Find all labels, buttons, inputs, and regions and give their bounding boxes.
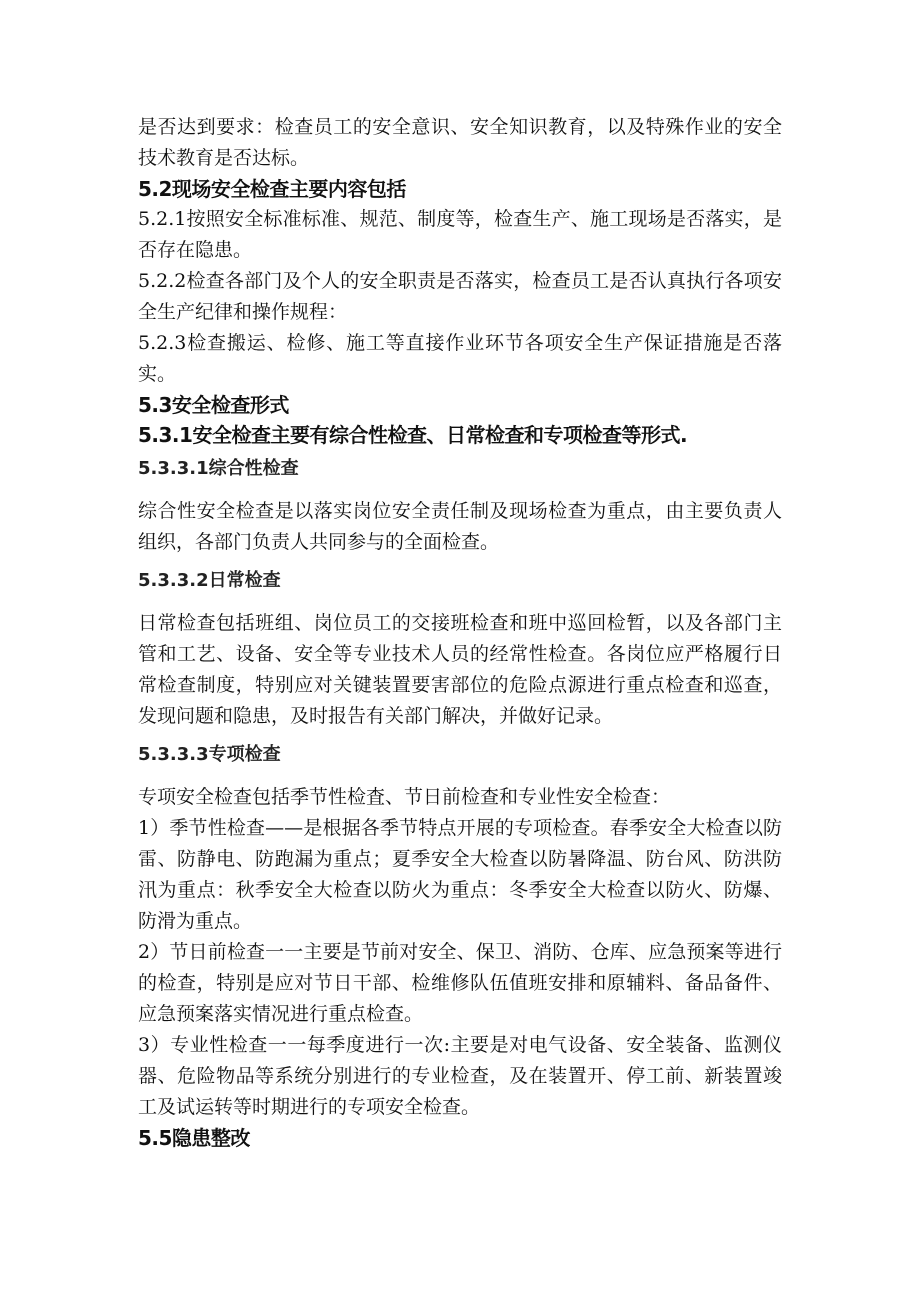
heading-5-2: 5.2现场安全检查主要内容包括 bbox=[138, 177, 406, 201]
paragraph-education-check: 是否达到要求：检查员工的安全意识、安全知识教育，以及特殊作业的安全技术教育是否达标。 bbox=[138, 116, 782, 169]
paragraph-5-2-1: 5.2.1按照安全标准标准、规范、制度等，检查生产、施工现场是否落实，是否存在隐患。 bbox=[138, 208, 782, 261]
spacer bbox=[138, 732, 782, 740]
spacer bbox=[138, 484, 782, 496]
paragraph-5-3-3-2: 日常检查包括班组、岗位员工的交接班检查和班中巡回检暂，以及各部门主管和工艺、设备、安全等专业技术人员的经常性检查。各岗位应严格履行日常检查制度，特别应对关键装置要害部位的危险点源进行重点检查和巡查，发现问题和隐患，及时报告有关部门解决，并做好记录。 bbox=[138, 612, 782, 727]
list-item-seasonal-check: 1）季节性检查——是根据各季节特点开展的专项检查。春季安全大检查以防雷、防静电、防跑漏为重点；夏季安全大检查以防暑降温、防台风、防洪防汛为重点：秋季安全大检查以防火为重点：冬季安全大检查以防火、防爆、防滑为重点。 bbox=[138, 817, 782, 932]
list-item-holiday-check: 2）节日前检查一一主要是节前对安全、保卫、消防、仓库、应急预案等进行的检查，特别是应对节日干部、检维修队伍值班安排和原辅料、备品备件、应急预案落实情况进行重点检查。 bbox=[138, 941, 782, 1025]
heading-5-3: 5.3安全检查形式 bbox=[138, 393, 289, 417]
list-item-professional-check: 3）专业性检查一一每季度进行一次:主要是对电气设备、安全装备、监测仪器、危险物品等系统分别进行的专业检查，及在装置开、停工前、新装置竣工及试运转等时期进行的专项安全检查。 bbox=[138, 1034, 782, 1118]
spacer bbox=[138, 596, 782, 608]
heading-5-5: 5.5隐患整改 bbox=[138, 1126, 250, 1150]
paragraph-5-2-2: 5.2.2检查各部门及个人的安全职责是否落实，检查员工是否认真执行各项安全生产纪律和操作规程： bbox=[138, 270, 782, 323]
paragraph-5-2-3: 5.2.3检查搬运、检修、施工等直接作业环节各项安全生产保证措施是否落实。 bbox=[138, 332, 782, 385]
heading-5-3-3-3: 5.3.3.3专项检查 bbox=[138, 744, 281, 765]
heading-5-3-1: 5.3.1安全检查主要有综合性检查、日常检查和专项检查等形式. bbox=[138, 423, 688, 447]
heading-5-3-3-1: 5.3.3.1综合性检查 bbox=[138, 458, 299, 479]
paragraph-5-3-3-1: 综合性安全检查是以落实岗位安全责任制及现场检查为重点，由主要负责人组织，各部门负责人共同参与的全面检查。 bbox=[138, 500, 782, 553]
heading-5-3-3-2: 5.3.3.2日常检查 bbox=[138, 570, 281, 591]
spacer bbox=[138, 770, 782, 782]
spacer bbox=[138, 558, 782, 566]
paragraph-5-3-3-3-intro: 专项安全检查包括季节性检査、节日前检查和专业性安全检查： bbox=[138, 786, 671, 808]
